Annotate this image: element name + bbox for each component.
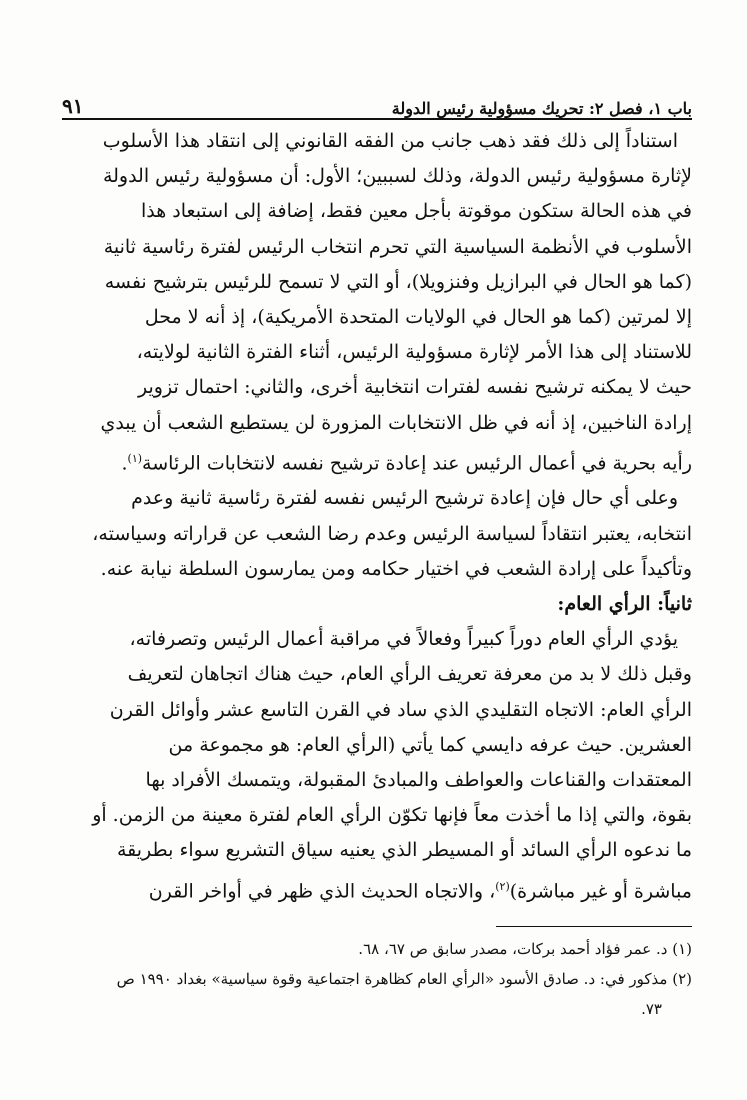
text-line: (كما هو الحال في البرازيل وفنزويلا)، أو التي لا تسمح للرئيس بترشيح نفسه bbox=[104, 270, 692, 293]
header-divider bbox=[62, 118, 692, 120]
text-line bbox=[82, 441, 692, 482]
footnote-marker: (٢) bbox=[672, 970, 692, 988]
text-line: الأسلوب في الأنظمة السياسية التي تحرم انتخاب الرئيس لفترة رئاسية ثانية bbox=[103, 235, 692, 258]
text-line: المعتقدات والقناعات والعواطف والمبادئ المقبولة، ويتمسك الأفراد بها bbox=[145, 768, 692, 791]
text-line: وقبل ذلك لا بد من معرفة تعريف الرأي العام، حيث هناك اتجاهان لتعريف bbox=[127, 663, 692, 686]
paragraph-2 bbox=[82, 481, 692, 587]
text-line: الرأي العام: الاتجاه التقليدي الذي ساد في القرن التاسع عشر وأوائل القرن bbox=[109, 698, 692, 721]
text-line: حيث لا يمكنه ترشيح نفسه لفترات انتخابية أخرى، والثاني: احتمال تزوير bbox=[138, 376, 692, 399]
text-fragment: ، والاتجاه الحديث الذي ظهر في أواخر القرن bbox=[148, 879, 496, 902]
text-line: وعلى أي حال فإن إعادة ترشيح الرئيس نفسه لفترة رئاسية ثانية وعدم bbox=[131, 487, 678, 510]
paragraph-3 bbox=[82, 622, 692, 909]
text-line: يؤدي الرأي العام دوراً كبيراً وفعالاً في مراقبة أعمال الرئيس وتصرفاته، bbox=[129, 628, 678, 651]
footnote-1 bbox=[82, 934, 692, 964]
text-line: لإثارة مسؤولية رئيس الدولة، وذلك لسببين؛ الأول: أن مسؤولية رئيس الدولة bbox=[102, 165, 692, 188]
footnote-2 bbox=[82, 964, 692, 994]
text-line: إلا لمرتين (كما هو الحال في الولايات المتحدة الأمريكية)، إذ أنه لا محل bbox=[144, 306, 692, 329]
running-header bbox=[62, 88, 692, 118]
footnote-marker: (١) bbox=[672, 940, 692, 958]
page-number: ٩١ bbox=[62, 94, 84, 118]
text-fragment: مباشرة أو غير مباشرة) bbox=[509, 879, 692, 902]
footnote-text: مذكور في: د. صادق الأسود «الرأي العام كظاهرة اجتماعية وقوة سياسية» بغداد ١٩٩٠ ص bbox=[116, 970, 668, 988]
footnotes bbox=[82, 934, 692, 1024]
text-line: إرادة الناخبين، إذ أنه في ظل الانتخابات المزورة لن يستطيع الشعب أن يبدي bbox=[100, 411, 692, 434]
text-line: ما ندعوه الرأي السائد أو المسيطر الذي يعنيه سياق التشريع سواء بطريقة bbox=[116, 839, 692, 862]
text-line: وتأكيداً على إرادة الشعب في اختيار حكامه ومن يمارسون السلطة نيابة عنه. bbox=[100, 557, 692, 580]
paragraph-1 bbox=[82, 124, 692, 481]
section-subheading: ثانياً: الرأي العام: bbox=[557, 592, 692, 615]
footnote-ref-1: (١) bbox=[127, 451, 143, 465]
text-fragment: . bbox=[121, 452, 128, 475]
body-text bbox=[82, 124, 692, 909]
text-line: للاستناد إلى هذا الأمر لإثارة مسؤولية الرئيس، أثناء الفترة الثانية لولايته، bbox=[136, 341, 692, 364]
chapter-title: باب ١، فصل ٢: تحريك مسؤولية رئيس الدولة bbox=[391, 99, 692, 118]
text-line bbox=[82, 869, 692, 910]
text-fragment: رأيه بحرية في أعمال الرئيس عند إعادة ترشيح نفسه لانتخابات الرئاسة bbox=[142, 452, 692, 475]
footnote-text: د. عمر فؤاد أحمد بركات، مصدر سابق ص ٦٧، ٦٨. bbox=[358, 940, 668, 958]
text-line: بقوة، والتي إذا ما أخذت معاً فإنها تكوّن الرأي العام لفترة معينة من الزمن. أو bbox=[92, 804, 692, 827]
footnote-ref-2: (٢) bbox=[495, 879, 510, 893]
text-line: في هذه الحالة ستكون موقوتة بأجل معين فقط، إضافة إلى استبعاد هذا bbox=[140, 200, 692, 223]
footnote-divider bbox=[496, 926, 692, 927]
text-line: انتخابه، يعتبر انتقاداً لسياسة الرئيس وعدم رضا الشعب عن قراراته وسياسته، bbox=[92, 522, 692, 545]
footnote-2-continuation: ٧٣. bbox=[641, 1000, 662, 1018]
text-line: العشرين. حيث عرفه دايسي كما يأتي (الرأي العام: هو مجموعة من bbox=[168, 733, 692, 756]
text-line: استناداً إلى ذلك فقد ذهب جانب من الفقه القانوني إلى انتقاد هذا الأسلوب bbox=[102, 130, 678, 152]
